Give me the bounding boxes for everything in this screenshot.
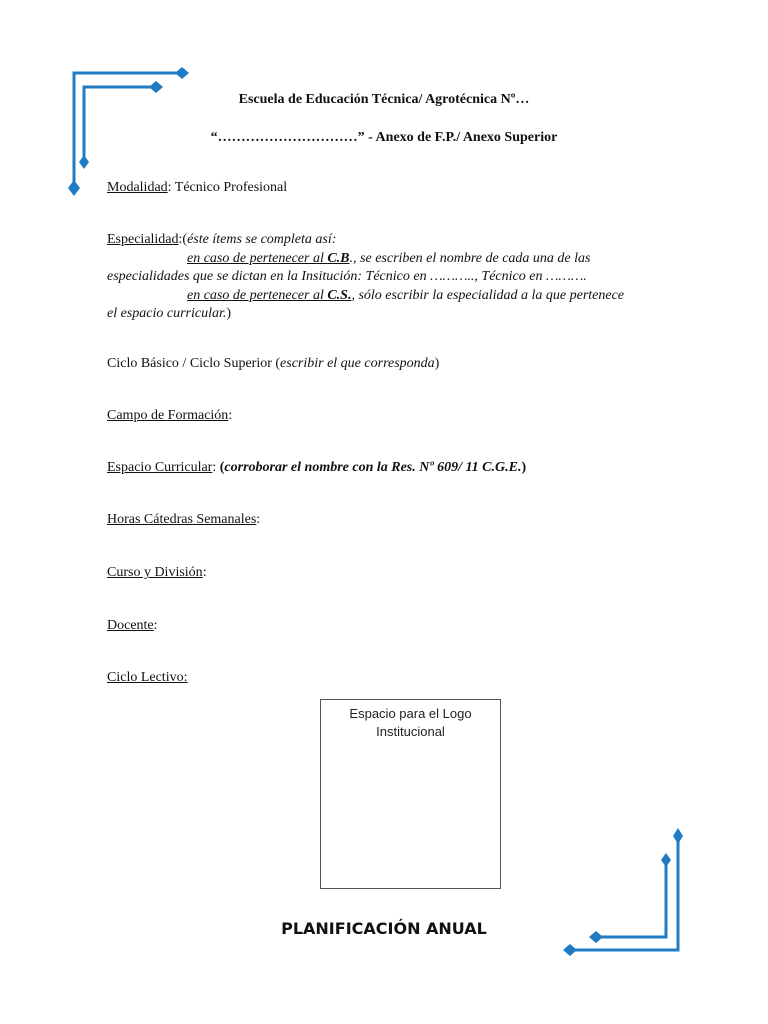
- ciclo-hint: escribir el que corresponda: [280, 356, 435, 371]
- cb-text-2: especialidades que se dictan en la Insitución: Técnico en ……….., Técnico en ……….: [107, 269, 587, 284]
- logo-placeholder-line2: Institucional: [376, 724, 445, 739]
- field-especialidad: [107, 231, 677, 324]
- cs-code: C.S.: [327, 287, 352, 303]
- field-curso: [107, 564, 207, 582]
- docente-suffix: :: [153, 618, 158, 633]
- espacio-hint: corroborar el nombre con la Res. Nº 609/ 11 C.G.E.: [224, 460, 522, 475]
- logo-placeholder-line1: Espacio para el Logo: [349, 706, 472, 721]
- espacio-suffix: :: [212, 460, 220, 475]
- cs-text-2: el espacio curricular.: [107, 306, 227, 321]
- field-ciclo: [107, 355, 439, 373]
- logo-placeholder-box: [320, 699, 501, 889]
- modalidad-label: Modalidad: [107, 180, 168, 195]
- field-modalidad: [107, 179, 287, 197]
- field-campo: [107, 407, 232, 425]
- especialidad-label: Especialidad: [107, 232, 179, 247]
- corner-ornament-bottom-right: [552, 820, 692, 965]
- cb-intro: en caso de pertenecer al: [187, 250, 328, 266]
- horas-label: Horas Cátedras Semanales: [107, 512, 257, 527]
- espacio-open: (: [219, 460, 225, 475]
- modalidad-value: : Técnico Profesional: [167, 180, 288, 195]
- planificacion-title: PLANIFICACIÓN ANUAL: [281, 919, 487, 938]
- curso-suffix: :: [202, 565, 207, 580]
- espacio-label: Espacio Curricular: [107, 460, 213, 475]
- ciclo-lectivo-label: Ciclo Lectivo:: [107, 670, 188, 685]
- cs-intro: en caso de pertenecer al: [187, 287, 328, 303]
- field-horas: [107, 511, 260, 529]
- especialidad-note: éste ítems se completa así:: [187, 232, 337, 247]
- field-docente: [107, 617, 158, 635]
- field-espacio-curricular: [107, 459, 526, 477]
- ciclo-close: ): [434, 356, 440, 371]
- cs-text-1: , sólo escribir la especialidad a la que pertenece: [351, 287, 625, 303]
- campo-suffix: :: [228, 408, 233, 423]
- cb-code: C.B: [327, 250, 350, 266]
- espacio-close: ): [521, 460, 527, 475]
- especialidad-open: :(: [178, 232, 188, 247]
- horas-suffix: :: [256, 512, 261, 527]
- especialidad-close: ): [226, 306, 232, 321]
- field-ciclo-lectivo: [107, 669, 187, 687]
- campo-label: Campo de Formación: [107, 408, 229, 423]
- ciclo-label: Ciclo Básico / Ciclo Superior (: [107, 356, 281, 371]
- school-title: Escuela de Educación Técnica/ Agrotécnica Nº…: [238, 92, 530, 107]
- annex-title: “…………………………” - Anexo de F.P./ Anexo Superior: [210, 130, 558, 145]
- curso-label: Curso y División: [107, 565, 203, 580]
- cb-text-1: ., se escriben el nombre de cada una de las: [349, 250, 591, 266]
- docente-label: Docente: [107, 618, 154, 633]
